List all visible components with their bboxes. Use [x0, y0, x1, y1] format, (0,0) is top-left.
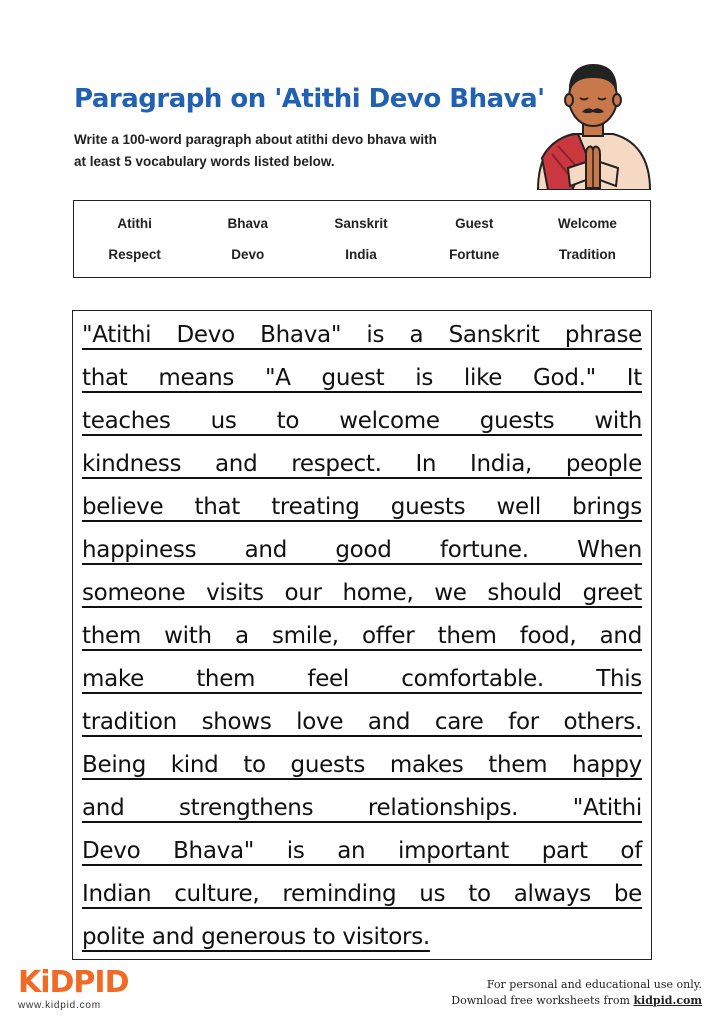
vocab-word: India — [345, 247, 377, 262]
instruction-line-1: Write a 100-word paragraph about atithi devo bhava with — [74, 132, 437, 147]
kidpid-logo — [18, 965, 129, 1011]
paragraph-line: happiness and good fortune. When — [82, 537, 642, 563]
instruction-line-2: at least 5 vocabulary words listed below. — [74, 154, 335, 169]
instructions — [74, 129, 504, 173]
paragraph-line: make them feel comfortable. This — [82, 666, 642, 692]
paragraph-line: kindness and respect. In India, people — [82, 451, 642, 477]
vocabulary-box — [73, 200, 651, 278]
paragraph-line: that means "A guest is like God." It — [82, 365, 642, 391]
vocab-word: Sanskrit — [334, 216, 388, 231]
vocab-word: Guest — [455, 216, 494, 231]
vocab-word: Respect — [108, 247, 161, 262]
paragraph-line: someone visits our home, we should greet — [82, 580, 642, 606]
page-title: Paragraph on 'Atithi Devo Bhava' — [74, 84, 545, 114]
logo-url: www.kidpid.com — [18, 1000, 101, 1011]
paragraph-line: Being kind to guests makes them happy — [82, 752, 642, 778]
paragraph — [82, 314, 642, 959]
vocab-word: Atithi — [117, 216, 152, 231]
vocabulary-grid — [74, 201, 650, 273]
paragraph-line: polite and generous to visitors. — [82, 924, 430, 950]
footer — [451, 977, 702, 1009]
paragraph-line: tradition shows love and care for others. — [82, 709, 642, 735]
paragraph-line: and strengthens relationships. "Atithi — [82, 795, 642, 821]
paragraph-line: Indian culture, reminding us to always be — [82, 881, 642, 907]
vocab-word: Bhava — [227, 216, 269, 231]
paragraph-line: Devo Bhava" is an important part of — [82, 838, 642, 864]
vocab-word: Fortune — [449, 247, 500, 262]
paragraph-line: "Atithi Devo Bhava" is a Sanskrit phrase — [82, 322, 642, 348]
vocab-word: Welcome — [557, 216, 617, 231]
kidpid-link[interactable]: kidpid.com — [633, 994, 702, 1007]
vocab-word: Devo — [231, 247, 265, 262]
footer-prefix: Download free worksheets from — [451, 994, 634, 1007]
vocab-word: Tradition — [558, 247, 616, 262]
paragraph-line: teaches us to welcome guests with — [82, 408, 642, 434]
logo-text: KiDPID — [18, 965, 129, 1000]
footer-line-1: For personal and educational use only. — [486, 978, 702, 991]
namaste-man-icon — [528, 58, 658, 190]
paragraph-line: them with a smile, offer them food, and — [82, 623, 642, 649]
footer-line-2 — [451, 993, 702, 1009]
paragraph-line: believe that treating guests well brings — [82, 494, 642, 520]
